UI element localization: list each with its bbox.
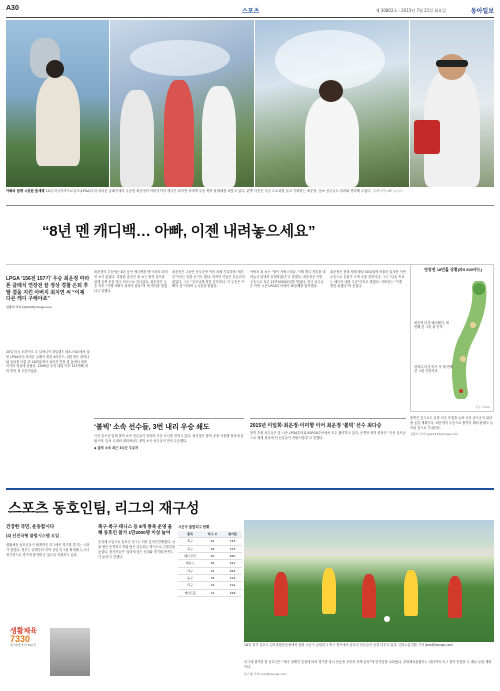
bottom-section-header xyxy=(6,488,494,520)
bottom-subhead-text: 축구·족구·테니스 등 8개 종목 운영 올해 동호인 참가 1만2000명 이상 늘어 xyxy=(98,524,173,536)
bottom-right-text: 리그에 참가한 한 동호인은 “매주 정해진 일정에 따라 경기를 하니 운동을 꾸준히 하게 된다”며 만족감을 나타냈다. 문화체육관광부는 내년까지 리그 참가 인원을 두 배로 늘릴 계획이다. xyxy=(244,660,492,669)
table-cell: 18 xyxy=(202,575,223,582)
soccer-league-photo xyxy=(244,520,494,642)
sub-story-2-body xyxy=(250,431,406,443)
logo-number: 7330 xyxy=(10,634,31,644)
logo-word: 생활체육 xyxy=(10,628,38,635)
table-cell: 168 xyxy=(223,589,242,596)
table-cell: 216 xyxy=(223,575,242,582)
table-cell: 576 xyxy=(223,545,242,552)
table-row xyxy=(178,589,242,596)
table-header: 참가팀 xyxy=(223,531,242,538)
water-spray-photo xyxy=(255,20,409,187)
table-cell: 264 xyxy=(223,567,242,574)
article-column-5 xyxy=(330,270,406,416)
map-note-1: 최운정 티샷 페어웨이, 세 번째 샷 그린 위 안착 xyxy=(414,321,449,330)
table-row xyxy=(178,575,242,582)
article-column-4 xyxy=(250,270,326,416)
main-headline-area xyxy=(6,205,494,265)
main-headline: “8년 멘 캐디백… 아빠, 이젠 내려놓으세요” xyxy=(42,223,316,240)
section-label: 스포츠 xyxy=(242,9,260,15)
league-table xyxy=(178,524,242,597)
sub-story-1-body xyxy=(94,434,244,452)
masthead: 동아일보 xyxy=(470,9,494,15)
soccer-photo-caption: 18일 경기 김포시 김포종합운동장에서 열린 시군구 클럽리그 축구 경기에서 동호인 선수들이 공을 다투고 있다. 김포=홍진환 기자 jean@donga.com xyxy=(244,643,453,647)
sub-story-2 xyxy=(250,418,406,484)
series-box xyxy=(6,524,90,685)
table-cell: 탁구 xyxy=(178,582,202,589)
table-cell: 배드민턴 xyxy=(178,553,202,560)
sub-story-3-byline: 김종석 기자 kjs0123@donga.com xyxy=(410,432,458,437)
sub-story-1-text: 국산 골프공 업체 볼빅 소속 선수들이 잇따라 우승 소식을 전하고 있다. 최운정은 볼빅 공을 사용해 정상에 올랐으며, 앞서 국내외 대회에서도 볼빅 소속 선수들이 연속 우승했다. xyxy=(94,434,244,443)
bottom-subhead xyxy=(98,524,176,562)
caption-body: 20일 미국여자프로골프(LPGA)투어 마라톤 클래식에서 우승한 최운정이 아버지이자 캐디인 최지연 씨에게 우승 축하 물세례를 퍼붓고 있다. 왼쪽 사진은 우승 트로피를 들고 기뻐하는 최운정. 동료 선수들도 달려와 축하해 주었다. xyxy=(45,189,372,193)
table-row xyxy=(178,560,242,567)
column-4-text: 아버지 최 씨는 “딸이 자랑스럽다. 이제 캐디 자리를 내려놓고 뒤에서 응원하겠다”고 말했다. 최운정은 이번 우승으로 상금 22만5000달러를 받았다. 한국 선수들은 이번 시즌 LPGA투어에서 10승째를 합작했다. xyxy=(250,270,326,289)
caption-title: 아빠와 함께 시원한 물세례 xyxy=(6,189,45,193)
table-cell: 62 xyxy=(202,538,223,545)
map-source: 자료: LPGA xyxy=(475,404,490,409)
article-column-1 xyxy=(6,350,90,482)
article-byline: 김종석 기자 kjs0123@donga.com xyxy=(6,305,52,309)
table-cell: 농구 xyxy=(178,575,202,582)
column-5-text: 최운정은 현재 세계 랭킹 50위권에 머물러 있지만 이번 우승으로 순위가 크게 오를 전망이다. 그는 “다음 목표는 메이저 대회 우승”이라고 밝혔다. 아버지는 “이젠 정말 쉬겠다”며 웃었다. xyxy=(330,270,406,289)
table-cell: 744 xyxy=(223,538,242,545)
bottom-mid-body xyxy=(98,540,176,561)
series-kicker: 건강한 국민, 운동합시다 xyxy=(6,524,55,529)
series-text: 생활체육 동호인들이 체계적인 리그에서 경기를 즐기는 시대가 열렸다. 정부는 올해부터 지역 클럽 리그를 확대해 누구나 정기적으로 경기에 참여할 수 있도록 지원하고 있다. xyxy=(6,543,90,557)
page-number: A30 xyxy=(6,5,19,12)
page-header xyxy=(6,4,494,18)
article-column-3 xyxy=(172,270,246,416)
deck-text: LPGA ‘156전 157기’ 우승 최운정 마라톤 클래식 연장전 끝 정상 경찰 은퇴 후 딸 곁을 지킨 아버지 최지연 씨 “이제 다른 캐디 구해야죠” xyxy=(6,276,90,303)
table-cell: 22 xyxy=(202,567,223,574)
caption-credit: 실바니아=AP 뉴시스 xyxy=(372,189,404,193)
sub-story-2-text: 볼빅 후원 선수들은 올 시즌 LPGA투어와 KLPGA투어에서 모두 활약하고 있다. 문경안 볼빅 회장은 “국산 골프공으로 세계 정상에 선 선수들이 자랑스럽다”고 말했다. xyxy=(250,431,406,440)
table-row xyxy=(178,538,242,545)
map-note-2: 장하나 티샷 러프 후 세 번째 샷 그린 가장자리 xyxy=(414,365,453,374)
table-cell: 게이트볼 xyxy=(178,589,202,596)
table-row xyxy=(178,545,242,552)
trophy-photo xyxy=(6,20,109,187)
table-cell: 36 xyxy=(202,560,223,567)
hole-map-icon xyxy=(451,281,493,399)
caddie-father-photo xyxy=(410,20,494,187)
table-row xyxy=(178,582,242,589)
table-caption: 시군구 클럽리그 현황 xyxy=(178,525,210,529)
table-row xyxy=(178,567,242,574)
table-cell: 40 xyxy=(202,553,223,560)
sub-story-1-headline: ‘볼빅’ 소속 선수들, 3번 내리 우승 쇄도 xyxy=(94,424,210,431)
photo-caption xyxy=(6,189,494,203)
deck-summary xyxy=(6,276,90,309)
sub-story-1-note: ◆ 볼빅 소속 최근 3주간 우승자 xyxy=(94,445,139,450)
table-row xyxy=(178,553,242,560)
article-column-2 xyxy=(94,270,168,416)
table-cell: 192 xyxy=(223,582,242,589)
table-cell: 테니스 xyxy=(178,560,202,567)
table-cell: 432 xyxy=(223,560,242,567)
map-title: 연장전 18번홀 상황(파5 530야드) xyxy=(424,267,482,272)
bottom-right-byline: 유근형 기자 noel@donga.com xyxy=(244,671,287,676)
sub-story-2-headline: 2015년 이일희·최운정·이미향 이어 최운정 ‘볼빅’ 선수 최다승 xyxy=(250,423,382,429)
table-cell: 480 xyxy=(223,553,242,560)
table-cell: 족구 xyxy=(178,545,202,552)
column-2-text: 최운정의 우승에는 8년 동안 캐디백을 멘 아버지 최지연 씨가 있었다. 경찰관 출신인 최 씨는 딸의 골프를 위해 일찍 옷을 벗고 미국으로 건너갔다. 최운정은 우승 직후 “이제 아빠가 쉬셔야 한다”며 새 캐디를 찾겠다고 말했다. xyxy=(94,270,168,294)
series-text-box xyxy=(6,543,90,613)
table-cell: 14 xyxy=(202,589,223,596)
table-header: 리그 수 xyxy=(202,531,223,538)
series-subtitle: (4) 선진국형 클럽시스템 도입 xyxy=(6,533,60,538)
date-line: 제 30802호 · 2015년 7월 21일 화요일 xyxy=(375,8,446,13)
table-cell: 야구 xyxy=(178,567,202,574)
portrait-photo xyxy=(50,628,90,676)
sub-story-1 xyxy=(94,418,244,484)
table-cell: 48 xyxy=(202,545,223,552)
table-header: 종목 xyxy=(178,531,202,538)
column-1-text: 20일 미국 오하이오 주 실바니아 하일랜드 메도스GC에서 열린 LPGA투어 마라톤 클래식 최종 4라운드. 최운정은 장하나와 동타를 이룬 뒤 18번홀에서 치러진 연장 첫 홀에서 파를 지키며 정상에 올랐다. 2009년 투어 데뷔 이후 157번째 대회 만의 첫 우승이었다. xyxy=(6,350,90,374)
table-cell: 축구 xyxy=(178,538,202,545)
column-3-text: 최운정은 그동안 준우승만 여러 차례 기록하며 ‘새가슴’이라는 말을 듣기도 했다. 하지만 이날은 흔들리지 않았다. 그는 “부모님께 정말 감사하다. 이 우승은 아빠의 것”이라며 눈시울을 붉혔다. xyxy=(172,270,245,289)
bottom-right-article xyxy=(244,660,494,690)
campaign-logo xyxy=(10,628,44,658)
table-cell: 16 xyxy=(202,582,223,589)
celebration-photo xyxy=(110,20,254,187)
bottom-headline: 스포츠 동호인팀, 리그의 재구성 xyxy=(8,500,200,516)
course-map-graphic xyxy=(410,264,494,412)
sub-story-3-text: 볼빅은 앞으로도 유망 선수 후원을 늘려 국산 골프공의 위상을 높일 계획이다. 최운정의 우승으로 볼빅의 해외 판매도 늘어날 것으로 기대된다. xyxy=(410,416,494,430)
bottom-mid-text: 승강제 도입으로 동호인 리그는 더욱 흥미진진해졌다. 상위 팀은 승격하고 하위 팀은 강등되는 방식으로 긴장감을 높였다. 참가자들은 “실력에 맞는 상대와 경기해 만족도가 높다”고 말했다. xyxy=(98,540,176,559)
logo-sub: 일주일에 세 번 30분씩 xyxy=(10,644,36,647)
sub-story-3 xyxy=(410,416,494,484)
